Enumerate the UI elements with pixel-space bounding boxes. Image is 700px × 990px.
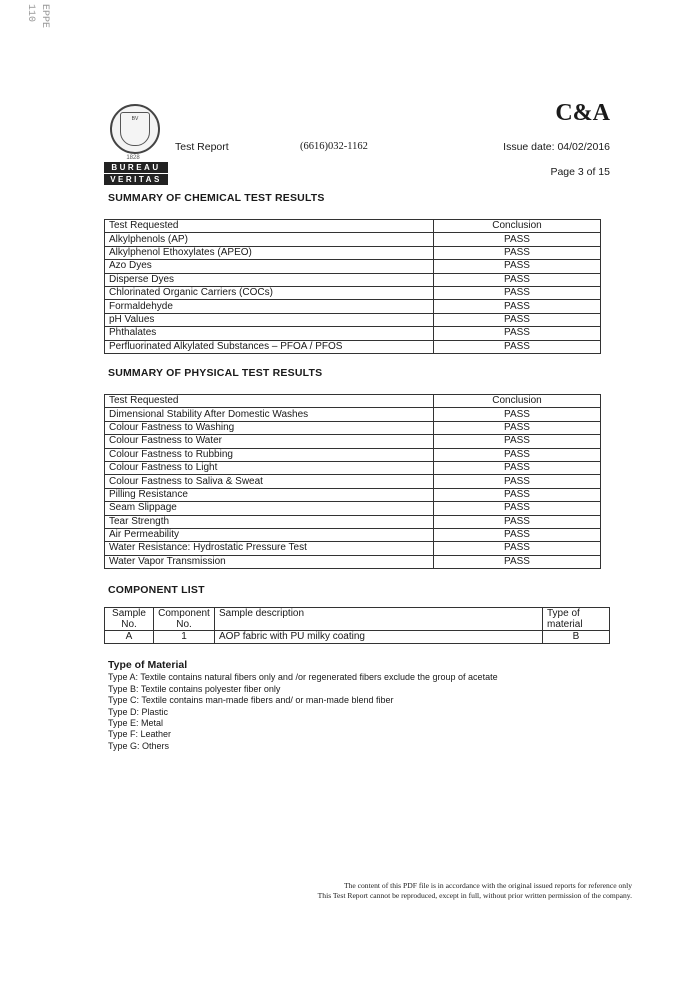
- cell-conclusion: PASS: [434, 488, 601, 501]
- table-row: [105, 260, 601, 273]
- cell-conclusion: PASS: [434, 408, 601, 421]
- page-number: Page 3 of 15: [550, 166, 610, 178]
- header-line: Type of: [547, 608, 580, 619]
- logo-year: 1828: [126, 155, 140, 161]
- cell-test-name: Formaldehyde: [105, 300, 434, 313]
- table-row: [105, 502, 601, 515]
- cell-test-name: Azo Dyes: [105, 260, 434, 273]
- cell-conclusion: PASS: [434, 260, 601, 273]
- list-item: Type F: Leather: [108, 729, 172, 740]
- table-row: [105, 233, 601, 246]
- header-line: No.: [121, 619, 137, 630]
- cell-test-name: Colour Fastness to Light: [105, 461, 434, 474]
- physical-results-table: [104, 394, 601, 569]
- stamp-text-1: EPPE: [39, 4, 50, 29]
- cell-conclusion: PASS: [434, 233, 601, 246]
- cell-test-name: Water Resistance: Hydrostatic Pressure Test: [105, 542, 434, 555]
- cell-test-name: Dimensional Stability After Domestic Washes: [105, 408, 434, 421]
- cell-conclusion: PASS: [434, 246, 601, 259]
- column-header-material-type: [543, 608, 610, 631]
- table-row: [105, 542, 601, 555]
- cell-test-name: Pilling Resistance: [105, 488, 434, 501]
- table-row: [105, 435, 601, 448]
- table-row: [105, 327, 601, 340]
- footer-disclaimer: [318, 881, 632, 901]
- header-line: No.: [176, 619, 192, 630]
- footer-line-1: The content of this PDF file is in accordance with the original issued reports for reference only: [343, 881, 632, 890]
- logo-word-1: BUREAU: [104, 162, 168, 173]
- cell-sample: A: [105, 631, 154, 644]
- column-header-test: Test Requested: [105, 220, 434, 233]
- table-row: [105, 286, 601, 299]
- cell-conclusion: PASS: [434, 475, 601, 488]
- cell-test-name: Air Permeability: [105, 528, 434, 541]
- cell-test-name: Disperse Dyes: [105, 273, 434, 286]
- list-item: Type D: Plastic: [108, 706, 169, 717]
- seal-icon: [110, 104, 160, 154]
- report-number: (6616)032-1162: [300, 141, 368, 152]
- list-item: Type G: Others: [108, 740, 170, 751]
- cell-test-name: Chlorinated Organic Carriers (COCs): [105, 286, 434, 299]
- cell-test-name: Phthalates: [105, 327, 434, 340]
- material-type-title: Type of Material: [108, 659, 188, 671]
- table-row: [105, 631, 610, 644]
- table-row: [105, 555, 601, 568]
- header-line: Sample: [112, 608, 146, 619]
- cell-test-name: Tear Strength: [105, 515, 434, 528]
- issue-date: Issue date: 04/02/2016: [503, 141, 610, 153]
- physical-section-title: SUMMARY OF PHYSICAL TEST RESULTS: [108, 367, 323, 379]
- column-header-test: Test Requested: [105, 395, 434, 408]
- cell-conclusion: PASS: [434, 340, 601, 353]
- cell-conclusion: PASS: [434, 421, 601, 434]
- table-row: [105, 300, 601, 313]
- cell-test-name: Seam Slippage: [105, 502, 434, 515]
- list-item: Type B: Textile contains polyester fiber only: [108, 683, 281, 694]
- table-row: [105, 421, 601, 434]
- table-header-row: [105, 395, 601, 408]
- table-row: [105, 528, 601, 541]
- cell-test-name: Alkylphenols (AP): [105, 233, 434, 246]
- column-header-conclusion: Conclusion: [434, 395, 601, 408]
- report-label: Test Report: [175, 141, 229, 153]
- component-section-title: COMPONENT LIST: [108, 584, 205, 596]
- table-row: [105, 515, 601, 528]
- cell-conclusion: PASS: [434, 528, 601, 541]
- header-line: material: [547, 619, 583, 630]
- table-header-row: [105, 608, 610, 631]
- table-row: [105, 408, 601, 421]
- table-row: [105, 448, 601, 461]
- column-header-sample-no: [105, 608, 154, 631]
- table-row: [105, 340, 601, 353]
- table-row: [105, 246, 601, 259]
- list-item: Type A: Textile contains natural fibers only and /or regenerated fibers exclude the group of acetate: [108, 672, 498, 683]
- cell-test-name: Colour Fastness to Water: [105, 435, 434, 448]
- cell-conclusion: PASS: [434, 273, 601, 286]
- list-item: Type C: Textile contains man-made fibers and/ or man-made blend fiber: [108, 695, 394, 706]
- cell-test-name: Perfluorinated Alkylated Substances – PFOA / PFOS: [105, 340, 434, 353]
- table-row: [105, 273, 601, 286]
- logo-word-2: VERITAS: [104, 174, 168, 185]
- cell-conclusion: PASS: [434, 435, 601, 448]
- cell-conclusion: PASS: [434, 286, 601, 299]
- cell-conclusion: PASS: [434, 300, 601, 313]
- cell-test-name: Water Vapor Transmission: [105, 555, 434, 568]
- material-type-legend: [108, 660, 498, 752]
- chemical-results-table: [104, 219, 601, 354]
- cell-component: 1: [154, 631, 215, 644]
- header-line: Component: [158, 608, 210, 619]
- column-header-description: Sample description: [215, 608, 543, 631]
- stamp-text-2: 110: [25, 4, 36, 23]
- bureau-veritas-logo: [104, 104, 170, 185]
- cell-conclusion: PASS: [434, 313, 601, 326]
- column-header-conclusion: Conclusion: [434, 220, 601, 233]
- table-header-row: [105, 220, 601, 233]
- cell-conclusion: PASS: [434, 542, 601, 555]
- table-row: [105, 461, 601, 474]
- cell-test-name: Colour Fastness to Saliva & Sweat: [105, 475, 434, 488]
- cell-conclusion: PASS: [434, 448, 601, 461]
- cell-test-name: Colour Fastness to Rubbing: [105, 448, 434, 461]
- cell-description: AOP fabric with PU milky coating: [215, 631, 543, 644]
- footer-line-2: This Test Report cannot be reproduced, except in full, without prior written permission of the company.: [317, 891, 632, 900]
- cell-test-name: Alkylphenol Ethoxylates (APEO): [105, 246, 434, 259]
- cell-material-type: B: [543, 631, 610, 644]
- table-row: [105, 313, 601, 326]
- cell-conclusion: PASS: [434, 515, 601, 528]
- cell-conclusion: PASS: [434, 555, 601, 568]
- seal-shield: BV: [120, 112, 150, 146]
- cell-test-name: Colour Fastness to Washing: [105, 421, 434, 434]
- column-header-component-no: [154, 608, 215, 631]
- component-list-table: [104, 607, 610, 644]
- cell-test-name: pH Values: [105, 313, 434, 326]
- table-row: [105, 475, 601, 488]
- table-row: [105, 488, 601, 501]
- chemical-section-title: SUMMARY OF CHEMICAL TEST RESULTS: [108, 192, 325, 204]
- client-brand: C&A: [555, 100, 610, 126]
- cell-conclusion: PASS: [434, 461, 601, 474]
- list-item: Type E: Metal: [108, 718, 164, 729]
- cell-conclusion: PASS: [434, 502, 601, 515]
- cell-conclusion: PASS: [434, 327, 601, 340]
